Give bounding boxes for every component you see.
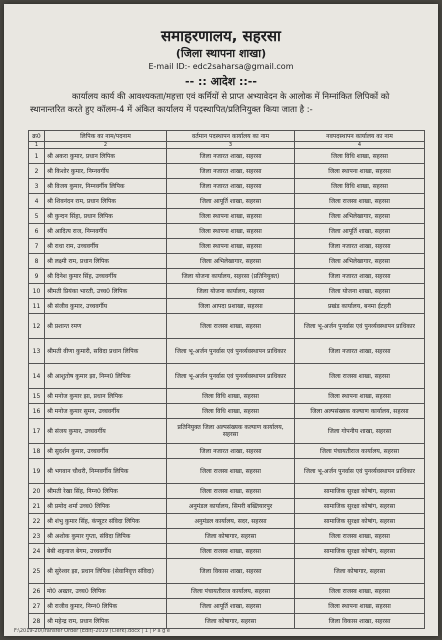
- row-serial-cell: 27: [29, 599, 45, 614]
- table-row: [29, 404, 425, 419]
- table-row: [29, 614, 425, 629]
- table-row: [29, 599, 425, 614]
- row-new-office-cell: जिला अभिलेखागार, सहरसा: [295, 209, 425, 224]
- row-name-cell: श्री राजीव कुमार, निम्न0 लिपिक: [45, 599, 167, 614]
- row-new-office-cell: जिला भू-अर्जन पुनर्वास एवं पुनर्व्यवस्थापन प्राधिकार: [295, 459, 425, 484]
- row-current-office-cell: जिला राजस्व शाखा, सहरसा: [167, 459, 295, 484]
- row-name-cell: श्रीमती रेखा सिंह, निम्न0 लिपिक: [45, 484, 167, 499]
- table-row: [29, 239, 425, 254]
- row-current-office-cell: जिला योजना कार्यालय, सहरसा: [167, 284, 295, 299]
- col-number: 4: [295, 142, 425, 149]
- row-serial-cell: 20: [29, 484, 45, 499]
- table-row: [29, 514, 425, 529]
- row-current-office-cell: जिला स्थापना शाखा, सहरसा: [167, 239, 295, 254]
- row-new-office-cell: सामाजिक सुरक्षा कोषांग, सहरसा: [295, 544, 425, 559]
- table-row: [29, 224, 425, 239]
- row-new-office-cell: जिला स्थापना शाखा, सहरसा: [295, 599, 425, 614]
- table-row: [29, 209, 425, 224]
- table-row: [29, 389, 425, 404]
- row-serial-cell: 25: [29, 559, 45, 584]
- column-number-row: [29, 142, 425, 149]
- row-name-cell: मो0 अख्तर, उच्च0 लिपिक: [45, 584, 167, 599]
- table-row: [29, 529, 425, 544]
- col-header-new-office: नवपदस्थापन कार्यालय का नाम: [295, 131, 425, 142]
- col-number: 3: [167, 142, 295, 149]
- row-new-office-cell: सामाजिक सुरक्षा कोषांग, सहरसा: [295, 499, 425, 514]
- row-serial-cell: 4: [29, 194, 45, 209]
- row-serial-cell: 7: [29, 239, 45, 254]
- order-title: -- :: आदेश ::--: [185, 75, 257, 88]
- row-name-cell: श्री लक्ष्मी राम, प्रधान लिपिक: [45, 254, 167, 269]
- row-new-office-cell: जिला विकास शाखा, सहरसा: [295, 614, 425, 629]
- row-name-cell: श्री शिवनंदन राम, प्रधान लिपिक: [45, 194, 167, 209]
- row-new-office-cell: जिला नजारत शाखा, सहरसा: [295, 269, 425, 284]
- row-name-cell: श्री संजय कुमार, उच्चवर्गीय: [45, 419, 167, 444]
- row-new-office-cell: जिला नजारत शाखा, सहरसा: [295, 339, 425, 364]
- row-current-office-cell: जिला नजारत शाखा, सहरसा: [167, 179, 295, 194]
- table-row: [29, 444, 425, 459]
- row-current-office-cell: जिला कोषागार, सहरसा: [167, 614, 295, 629]
- row-name-cell: श्री कुन्दन सिंहा, प्रधान लिपिक: [45, 209, 167, 224]
- table-row: [29, 499, 425, 514]
- row-name-cell: श्री मनोज कुमार झा, प्रधान लिपिक: [45, 389, 167, 404]
- row-name-cell: श्री महेन्द्र राम, प्रधान लिपिक: [45, 614, 167, 629]
- row-current-office-cell: जिला विधि शाखा, सहरसा: [167, 389, 295, 404]
- table-row: [29, 419, 425, 444]
- row-serial-cell: 16: [29, 404, 45, 419]
- col-number: 1: [29, 142, 45, 149]
- row-serial-cell: 14: [29, 364, 45, 389]
- table-row: [29, 584, 425, 599]
- table-row: [29, 164, 425, 179]
- row-current-office-cell: अनुमंडल कार्यालय, सिमरी बख्तियारपुर: [167, 499, 295, 514]
- table-row: [29, 194, 425, 209]
- row-new-office-cell: जिला कोषागार, सहरसा: [295, 559, 425, 584]
- row-new-office-cell: जिला राजस्व शाखा, सहरसा: [295, 364, 425, 389]
- row-name-cell: श्री शंभु कुमार सिंह, कंप्यूटर संविदा लिपिक: [45, 514, 167, 529]
- row-serial-cell: 17: [29, 419, 45, 444]
- row-new-office-cell: जिला विधि शाखा, सहरसा: [295, 149, 425, 164]
- table-row: [29, 484, 425, 499]
- row-name-cell: श्री भगवान चौधरी, निम्नवर्गीय लिपिक: [45, 459, 167, 484]
- row-name-cell: श्री सुरेश्वर झा, प्रधान लिपिक (सेवानिवृत्त संविदा): [45, 559, 167, 584]
- row-name-cell: श्री प्रमोद शर्मा उच्च0 लिपिक: [45, 499, 167, 514]
- row-serial-cell: 13: [29, 339, 45, 364]
- row-serial-cell: 23: [29, 529, 45, 544]
- row-new-office-cell: जिला राजस्व शाखा, सहरसा: [295, 529, 425, 544]
- table-row: [29, 314, 425, 339]
- row-current-office-cell: जिला राजस्व शाखा, सहरसा: [167, 544, 295, 559]
- table-row: [29, 254, 425, 269]
- table-row: [29, 364, 425, 389]
- row-current-office-cell: जिला नजारत शाखा, सहरसा: [167, 149, 295, 164]
- row-new-office-cell: जिला नजारत शाखा, सहरसा: [295, 239, 425, 254]
- table-row: [29, 149, 425, 164]
- row-new-office-cell: सामाजिक सुरक्षा कोषांग, सहरसा: [295, 484, 425, 499]
- row-current-office-cell: जिला भू-अर्जन पुनर्वास एवं पुनर्व्यवस्थापन प्राधिकार: [167, 364, 295, 389]
- row-current-office-cell: जिला राजस्व शाखा, सहरसा: [167, 484, 295, 499]
- row-serial-cell: 11: [29, 299, 45, 314]
- row-current-office-cell: जिला योजना कार्यालय, सहरसा (प्रतिनियुक्त): [167, 269, 295, 284]
- col-header-serial: क्र0: [29, 131, 45, 142]
- row-current-office-cell: जिला नजारत शाखा, सहरसा: [167, 164, 295, 179]
- row-new-office-cell: जिला भू-अर्जन पुनर्वास एवं पुनर्व्यवस्थापन प्राधिकार: [295, 314, 425, 339]
- row-new-office-cell: जिला पंचायतीराज कार्यालय, सहरसा: [295, 444, 425, 459]
- email-line: E-mail ID:- edc2saharsa@gmail.com: [148, 62, 294, 71]
- row-name-cell: श्री आदित्य राज, निम्नवर्गीय: [45, 224, 167, 239]
- row-current-office-cell: जिला अभिलेखागार, सहरसा: [167, 254, 295, 269]
- row-name-cell: श्री दिनेश कुमार सिंह, उच्चवर्गीय: [45, 269, 167, 284]
- row-current-office-cell: जिला विधि शाखा, सहरसा: [167, 404, 295, 419]
- table-row: [29, 559, 425, 584]
- row-new-office-cell: जिला योजना शाखा, सहरसा: [295, 284, 425, 299]
- row-name-cell: श्रीमती प्रियंका भारती, उच्च0 लिपिक: [45, 284, 167, 299]
- row-new-office-cell: सामाजिक सुरक्षा कोषांग, सहरसा: [295, 514, 425, 529]
- row-name-cell: बेबी शहनाज बेगम, उच्चवर्गीय: [45, 544, 167, 559]
- row-serial-cell: 5: [29, 209, 45, 224]
- row-serial-cell: 6: [29, 224, 45, 239]
- row-new-office-cell: जिला गोपनीय शाखा, सहरसा: [295, 419, 425, 444]
- row-current-office-cell: जिला राजस्व शाखा, सहरसा: [167, 314, 295, 339]
- row-current-office-cell: जिला कोषागार, सहरसा: [167, 529, 295, 544]
- row-current-office-cell: प्रतिनियुक्त जिला अल्पसंख्यक कल्याण कार्यालय, सहरसा: [167, 419, 295, 444]
- row-current-office-cell: जिला आपदा प्रशाखा, सहरसा: [167, 299, 295, 314]
- row-serial-cell: 2: [29, 164, 45, 179]
- row-serial-cell: 12: [29, 314, 45, 339]
- row-name-cell: श्री राधा राम, उच्चवर्गीय: [45, 239, 167, 254]
- row-new-office-cell: जिला आपूर्ति शाखा, सहरसा: [295, 224, 425, 239]
- row-serial-cell: 1: [29, 149, 45, 164]
- row-new-office-cell: जिला राजस्व शाखा, सहरसा: [295, 584, 425, 599]
- row-new-office-cell: जिला स्थापना शाखा, सहरसा: [295, 389, 425, 404]
- row-current-office-cell: जिला भू-अर्जन पुनर्वास एवं पुनर्व्यवस्थापन प्राधिकार: [167, 339, 295, 364]
- table-row: [29, 284, 425, 299]
- table-row: [29, 299, 425, 314]
- row-name-cell: श्री अशोक कुमार गुप्ता, संविदा लिपिक: [45, 529, 167, 544]
- table-row: [29, 269, 425, 284]
- row-name-cell: श्री विजय कुमार, निम्नवर्गीय लिपिक: [45, 179, 167, 194]
- table-row: [29, 179, 425, 194]
- row-name-cell: श्री प्रशान्त रमण: [45, 314, 167, 339]
- row-current-office-cell: जिला पंचायतीराज कार्यालय, सहरसा: [167, 584, 295, 599]
- row-current-office-cell: जिला विकास शाखा, सहरसा: [167, 559, 295, 584]
- row-serial-cell: 10: [29, 284, 45, 299]
- row-serial-cell: 18: [29, 444, 45, 459]
- row-new-office-cell: जिला स्थापना शाखा, सहरसा: [295, 164, 425, 179]
- col-number: 2: [45, 142, 167, 149]
- row-serial-cell: 26: [29, 584, 45, 599]
- page-footer: F:\2019-20\Transfer Order (Edit)-2019 (Clerk).docx | 1 | P a g e: [14, 628, 170, 634]
- office-subtitle: (जिला स्थापना शाखा): [175, 47, 267, 60]
- row-name-cell: श्री अकरा कुमार, प्रधान लिपिक: [45, 149, 167, 164]
- intro-paragraph: कार्यालय कार्य की आवश्यकता/महत्ता एवं कर्मियों से प्राप्त अभ्यावेदन के आलोक में निम्नांकित लिपिकों को स्थानान्तरित करते हुए कॉलम-4 में अंकित कार्यालय में पदस्थापित/प्रतिनियुक्त किया जाता है :-: [30, 91, 390, 114]
- row-serial-cell: 22: [29, 514, 45, 529]
- row-new-office-cell: जिला अभिलेखागार, सहरसा: [295, 254, 425, 269]
- row-serial-cell: 28: [29, 614, 45, 629]
- row-name-cell: श्री संजीव कुमार, उच्चवर्गीय: [45, 299, 167, 314]
- row-current-office-cell: जिला आपूर्ति शाखा, सहरसा: [167, 194, 295, 209]
- row-current-office-cell: जिला आपूर्ति शाखा, सहरसा: [167, 599, 295, 614]
- row-serial-cell: 3: [29, 179, 45, 194]
- table-row: [29, 339, 425, 364]
- col-header-current-office: वर्तमान पदस्थापन कार्यालय का नाम: [167, 131, 295, 142]
- row-serial-cell: 9: [29, 269, 45, 284]
- office-title: समाहरणालय, सहरसा: [161, 27, 281, 45]
- row-new-office-cell: जिला राजस्व शाखा, सहरसा: [295, 194, 425, 209]
- row-current-office-cell: जिला स्थापना शाखा, सहरसा: [167, 224, 295, 239]
- row-serial-cell: 8: [29, 254, 45, 269]
- transfer-table: [28, 130, 425, 629]
- row-serial-cell: 24: [29, 544, 45, 559]
- row-name-cell: श्री किशोर कुमार, निम्नवर्गीय: [45, 164, 167, 179]
- row-new-office-cell: जिला विधि शाखा, सहरसा: [295, 179, 425, 194]
- col-header-name: लिपिक का नाम/पदनाम: [45, 131, 167, 142]
- table-row: [29, 544, 425, 559]
- row-current-office-cell: अनुमंडल कार्यालय, सदर, सहरसा: [167, 514, 295, 529]
- row-name-cell: श्री मनोज कुमार सुमन, उच्चवर्गीय: [45, 404, 167, 419]
- row-serial-cell: 21: [29, 499, 45, 514]
- row-serial-cell: 15: [29, 389, 45, 404]
- row-new-office-cell: जिला अल्पसंख्यक कल्याण कार्यालय, सहरसा: [295, 404, 425, 419]
- row-new-office-cell: प्रखंड कार्यालय, बनमा ईटहरी: [295, 299, 425, 314]
- row-name-cell: श्रीमती वीणा कुमारी, सविदा प्रधान लिपिक: [45, 339, 167, 364]
- table-row: [29, 459, 425, 484]
- row-current-office-cell: जिला नजारत शाखा, सहरसा: [167, 444, 295, 459]
- row-name-cell: श्री आशुतोष कुमार झा, निम्न0 लिपिक: [45, 364, 167, 389]
- row-current-office-cell: जिला स्थापना शाखा, सहरसा: [167, 209, 295, 224]
- table-header-row: [29, 131, 425, 142]
- row-name-cell: श्री सुदर्शन कुमार, उच्चवर्गीय: [45, 444, 167, 459]
- document-page: [4, 4, 438, 636]
- row-serial-cell: 19: [29, 459, 45, 484]
